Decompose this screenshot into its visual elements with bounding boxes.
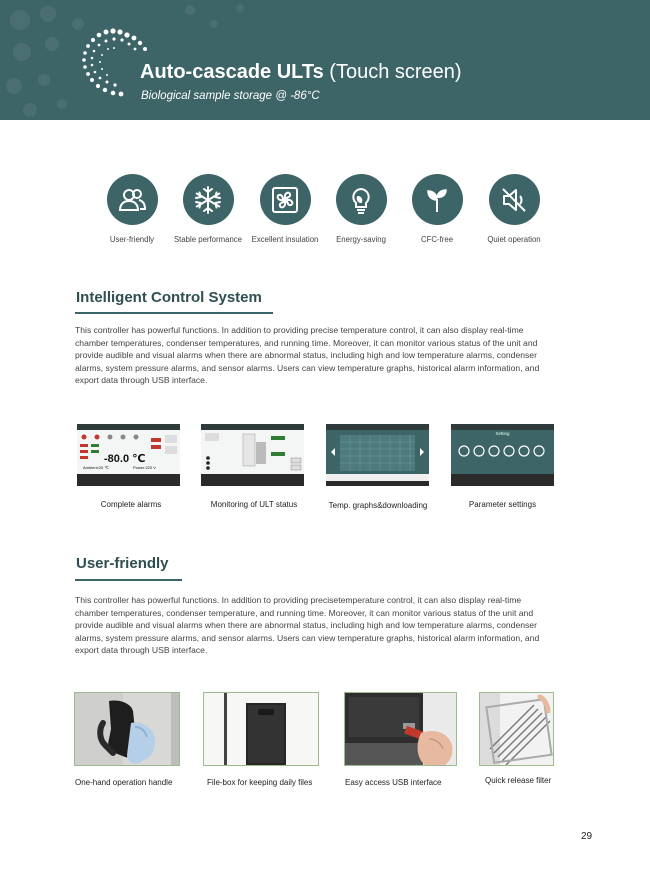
ambient-readout: Ambient:25 ℃ [83, 465, 109, 470]
caption-usb-interface: Easy access USB interface [345, 778, 442, 787]
page-title: Auto-cascade ULTs (Touch screen) [140, 61, 462, 83]
feature-label: CFC-free [420, 235, 454, 244]
controller-screens [0, 424, 650, 514]
section-body-intelligent-control: This controller has powerful functions. In addition to providing precise temperature control, it can also display real-time chamber temperatures, condenser temperatures, and running time. Moreover, it can monitor various status of the unit and provide audible and visual alarms when there are abnormal status, including high and low temperature alarms, condenser alarms, system pressure alarms, and sensor alarms. Users can view temperature graphs, historical alarm information, and export data through USB interface. [75, 325, 540, 386]
caption-ult-status: Monitoring of ULT status [210, 500, 298, 509]
header-banner [0, 0, 650, 120]
power-readout: Power:220 V [133, 465, 156, 470]
feature-label: Quiet operation [487, 235, 541, 244]
photo-filter [479, 692, 554, 766]
caption-temp-graphs: Temp. graphs&downloading [328, 501, 428, 510]
photo-usb-interface [344, 692, 457, 766]
display-temperature: -80.0 ℃ [104, 453, 146, 465]
feature-photos [0, 692, 650, 792]
feature-label: User-friendly [109, 235, 155, 244]
users-icon [107, 174, 158, 225]
mute-icon [489, 174, 540, 225]
caption-filter: Quick release filter [485, 776, 552, 785]
leaf-icon [412, 174, 463, 225]
section-rule [75, 312, 273, 314]
settings-header: Setting [495, 431, 510, 436]
screen-temp-graph [326, 424, 429, 486]
photo-handle [74, 692, 180, 766]
feature-quiet-operation [474, 174, 554, 244]
feature-excellent-insulation [245, 174, 325, 244]
feature-icons [92, 174, 552, 249]
lightbulb-icon [336, 174, 387, 225]
feature-label: Excellent insulation [251, 235, 319, 244]
feature-energy-saving [321, 174, 401, 244]
photo-file-box [203, 692, 319, 766]
screen-parameter-settings [451, 424, 554, 486]
section-title-intelligent-control: Intelligent Control System [76, 289, 262, 306]
snowflake-icon [183, 174, 234, 225]
fan-icon [260, 174, 311, 225]
section-rule [75, 579, 182, 581]
page-subtitle: Biological sample storage @ -86°C [141, 90, 320, 102]
feature-cfc-free [397, 174, 477, 244]
screen-ult-status [201, 424, 304, 486]
feature-label: Energy-saving [336, 235, 386, 244]
caption-parameter-settings: Parameter settings [468, 500, 537, 509]
caption-file-box: File-box for keeping daily files [207, 778, 313, 787]
caption-handle: One-hand operation handle [75, 778, 173, 787]
section-title-user-friendly: User-friendly [76, 555, 169, 572]
caption-complete-alarms: Complete alarms [100, 500, 162, 509]
screen-complete-alarms [77, 424, 180, 486]
feature-label: Stable performance [173, 235, 243, 244]
section-body-user-friendly: This controller has powerful functions. In addition to providing precisetemperature control, it can also display real-time chamber temperatures, condenser temperature, and running time. Moreover, it can monitor various status of the unit and provide audible and visual alarms when there are abnormal status, including high and low temperature alarms, condenser alarms, system pressure alarms, and sensor alarms. Users can view temperature graphs, historical alarm information, and export data through USB interface. [75, 595, 540, 656]
feature-user-friendly [92, 174, 172, 244]
page-number: 29 [581, 831, 593, 842]
feature-stable-performance [168, 174, 248, 244]
